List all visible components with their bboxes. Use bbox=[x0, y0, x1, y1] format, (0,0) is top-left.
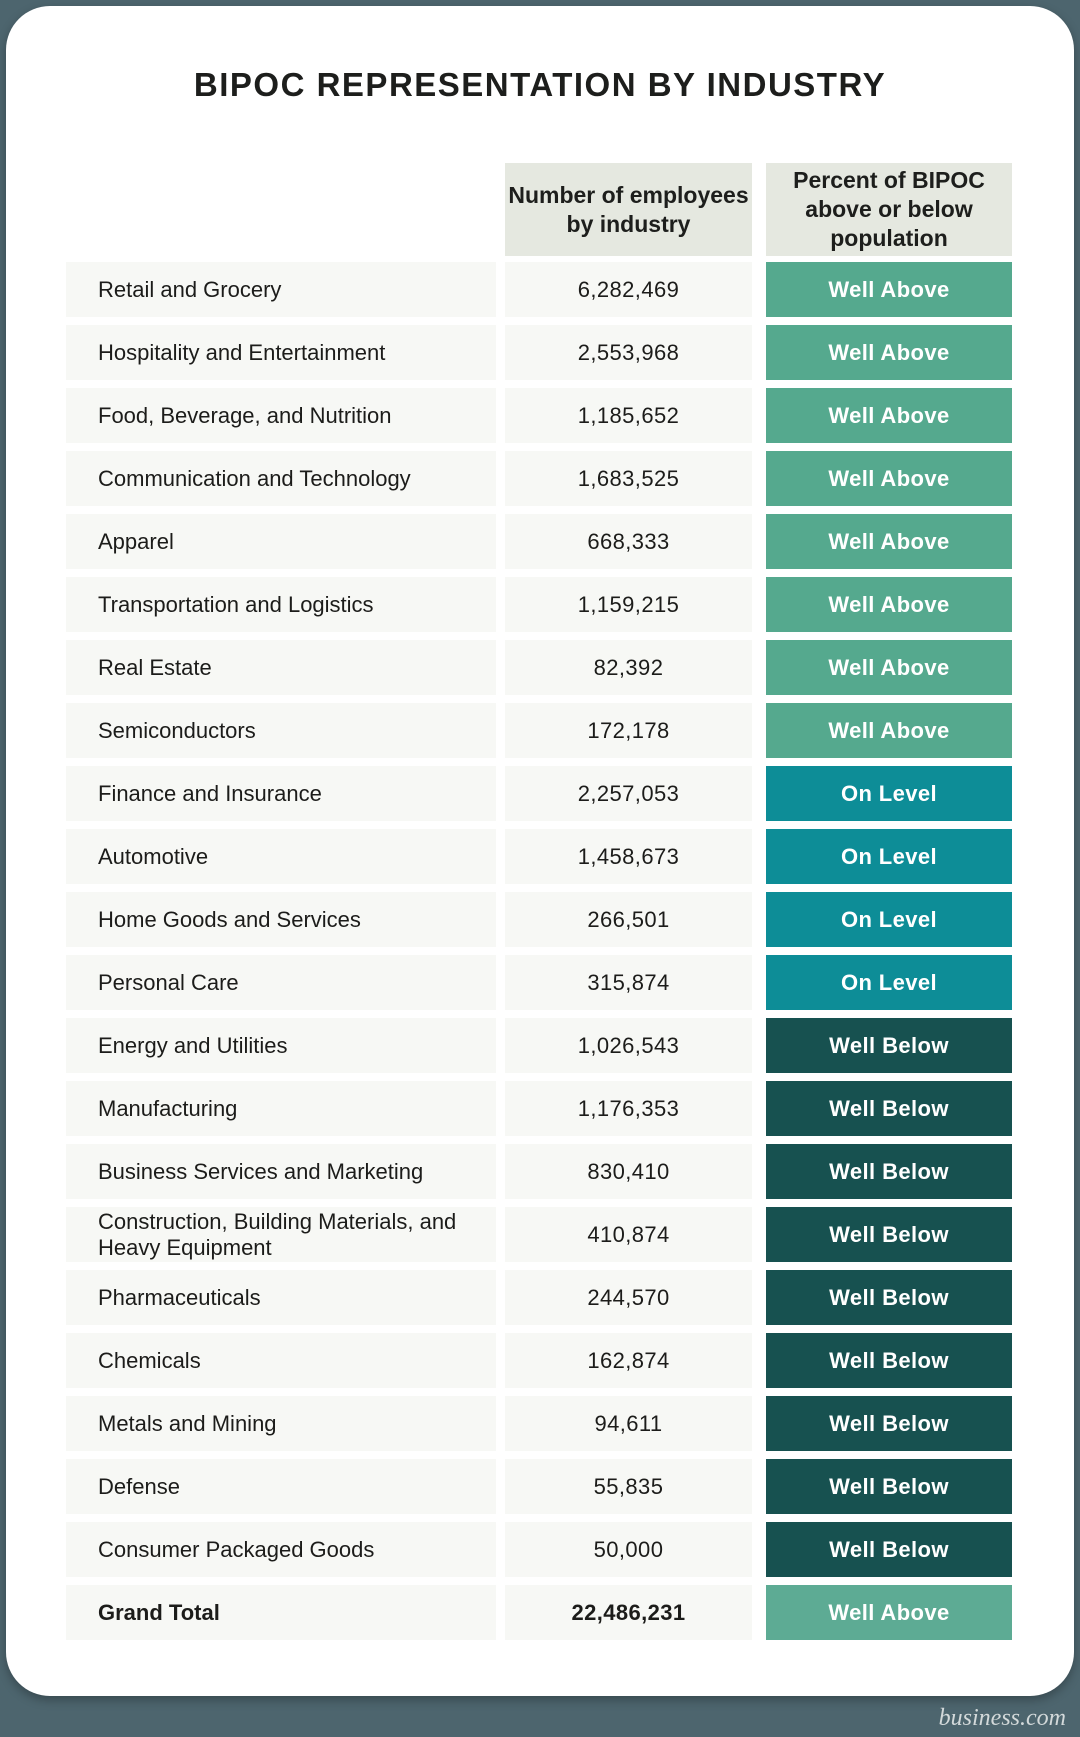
status-badge-well-below: Well Below bbox=[766, 1270, 1012, 1325]
table-row bbox=[66, 1144, 1012, 1199]
industry-name: Energy and Utilities bbox=[66, 1018, 496, 1073]
employee-count: 22,486,231 bbox=[505, 1585, 752, 1640]
employee-count: 1,159,215 bbox=[505, 577, 752, 632]
employee-count: 830,410 bbox=[505, 1144, 752, 1199]
industry-name: Metals and Mining bbox=[66, 1396, 496, 1451]
employee-count: 1,185,652 bbox=[505, 388, 752, 443]
status-badge-well-below: Well Below bbox=[766, 1396, 1012, 1451]
table-row bbox=[66, 1081, 1012, 1136]
table-row bbox=[66, 703, 1012, 758]
industry-name: Business Services and Marketing bbox=[66, 1144, 496, 1199]
employee-count: 6,282,469 bbox=[505, 262, 752, 317]
industry-name: Defense bbox=[66, 1459, 496, 1514]
employee-count: 172,178 bbox=[505, 703, 752, 758]
table-row bbox=[66, 1333, 1012, 1388]
industry-name: Grand Total bbox=[66, 1585, 496, 1640]
table-row bbox=[66, 1522, 1012, 1577]
employee-count: 82,392 bbox=[505, 640, 752, 695]
industry-name: Chemicals bbox=[66, 1333, 496, 1388]
employee-count: 50,000 bbox=[505, 1522, 752, 1577]
employee-count: 2,553,968 bbox=[505, 325, 752, 380]
table-row bbox=[66, 892, 1012, 947]
status-badge-well-above: Well Above bbox=[766, 262, 1012, 317]
table-row bbox=[66, 955, 1012, 1010]
employee-count: 94,611 bbox=[505, 1396, 752, 1451]
table-row bbox=[66, 388, 1012, 443]
column-header-employees: Number of employees by industry bbox=[505, 163, 752, 256]
table-row bbox=[66, 577, 1012, 632]
industry-name: Retail and Grocery bbox=[66, 262, 496, 317]
status-badge-well-below: Well Below bbox=[766, 1522, 1012, 1577]
industry-name: Food, Beverage, and Nutrition bbox=[66, 388, 496, 443]
table-row bbox=[66, 1207, 1012, 1262]
table-row bbox=[66, 262, 1012, 317]
status-badge-on-level: On Level bbox=[766, 955, 1012, 1010]
table-row bbox=[66, 1459, 1012, 1514]
status-badge-on-level: On Level bbox=[766, 892, 1012, 947]
industry-name: Personal Care bbox=[66, 955, 496, 1010]
industry-name: Home Goods and Services bbox=[66, 892, 496, 947]
table-row bbox=[66, 1270, 1012, 1325]
status-badge-well-above: Well Above bbox=[766, 703, 1012, 758]
table-row bbox=[66, 1018, 1012, 1073]
industry-name: Semiconductors bbox=[66, 703, 496, 758]
industry-name: Consumer Packaged Goods bbox=[66, 1522, 496, 1577]
industry-name: Finance and Insurance bbox=[66, 766, 496, 821]
status-badge-well-above: Well Above bbox=[766, 388, 1012, 443]
status-badge-well-above-total: Well Above bbox=[766, 1585, 1012, 1640]
status-badge-well-above: Well Above bbox=[766, 577, 1012, 632]
table-row bbox=[66, 829, 1012, 884]
page-title: BIPOC REPRESENTATION BY INDUSTRY bbox=[193, 66, 887, 103]
status-badge-well-above: Well Above bbox=[766, 514, 1012, 569]
industry-name: Manufacturing bbox=[66, 1081, 496, 1136]
status-badge-well-above: Well Above bbox=[766, 451, 1012, 506]
employee-count: 55,835 bbox=[505, 1459, 752, 1514]
bipoc-representation-table bbox=[66, 163, 1012, 1648]
status-badge-well-below: Well Below bbox=[766, 1459, 1012, 1514]
status-badge-on-level: On Level bbox=[766, 766, 1012, 821]
status-badge-well-below: Well Below bbox=[766, 1018, 1012, 1073]
industry-name: Transportation and Logistics bbox=[66, 577, 496, 632]
table-body bbox=[66, 262, 1012, 1640]
employee-count: 266,501 bbox=[505, 892, 752, 947]
employee-count: 1,176,353 bbox=[505, 1081, 752, 1136]
industry-name: Apparel bbox=[66, 514, 496, 569]
industry-name: Communication and Technology bbox=[66, 451, 496, 506]
employee-count: 315,874 bbox=[505, 955, 752, 1010]
table-row bbox=[66, 514, 1012, 569]
status-badge-well-below: Well Below bbox=[766, 1333, 1012, 1388]
table-row bbox=[66, 451, 1012, 506]
employee-count: 2,257,053 bbox=[505, 766, 752, 821]
employee-count: 162,874 bbox=[505, 1333, 752, 1388]
status-badge-well-below: Well Below bbox=[766, 1207, 1012, 1262]
status-badge-well-above: Well Above bbox=[766, 325, 1012, 380]
status-badge-well-below: Well Below bbox=[766, 1081, 1012, 1136]
industry-name: Construction, Building Materials, and Heavy Equipment bbox=[66, 1207, 496, 1262]
employee-count: 1,683,525 bbox=[505, 451, 752, 506]
employee-count: 1,026,543 bbox=[505, 1018, 752, 1073]
industry-name: Real Estate bbox=[66, 640, 496, 695]
table-row bbox=[66, 766, 1012, 821]
infographic-card bbox=[6, 6, 1074, 1696]
status-badge-well-above: Well Above bbox=[766, 640, 1012, 695]
table-row bbox=[66, 640, 1012, 695]
column-header-percent: Percent of BIPOC above or below population bbox=[766, 163, 1012, 256]
employee-count: 244,570 bbox=[505, 1270, 752, 1325]
watermark-logo: business.com bbox=[938, 1705, 1066, 1731]
employee-count: 1,458,673 bbox=[505, 829, 752, 884]
employee-count: 668,333 bbox=[505, 514, 752, 569]
table-header-row bbox=[505, 163, 1012, 256]
table-row bbox=[66, 1396, 1012, 1451]
table-row bbox=[66, 325, 1012, 380]
status-badge-on-level: On Level bbox=[766, 829, 1012, 884]
industry-name: Pharmaceuticals bbox=[66, 1270, 496, 1325]
employee-count: 410,874 bbox=[505, 1207, 752, 1262]
industry-name: Hospitality and Entertainment bbox=[66, 325, 496, 380]
table-row-grand-total bbox=[66, 1585, 1012, 1640]
status-badge-well-below: Well Below bbox=[766, 1144, 1012, 1199]
industry-name: Automotive bbox=[66, 829, 496, 884]
